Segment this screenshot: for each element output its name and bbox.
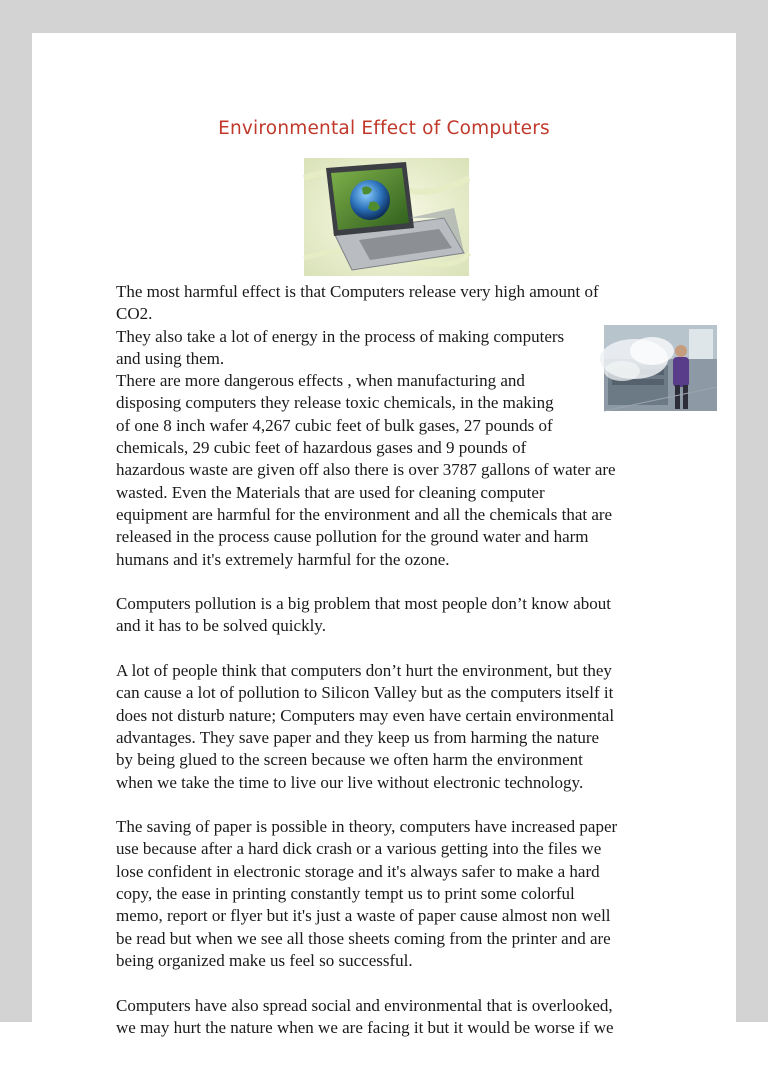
text-line: They also take a lot of energy in the process of making computers: [116, 326, 565, 346]
text-line: lose confident in electronic storage and it's always safer to make a hard: [116, 861, 600, 881]
text-line: by being glued to the screen because we often harm the environment: [116, 750, 583, 770]
text-line: being organized make us feel so successful.: [116, 950, 413, 970]
text-line: be read but when we see all those sheets coming from the printer and are: [116, 928, 611, 948]
text-line: chemicals, 29 cubic feet of hazardous gases and 9 pounds of: [116, 438, 527, 458]
text-line: CO2.: [116, 304, 153, 324]
text-line: wasted. Even the Materials that are used for cleaning computer: [116, 482, 545, 502]
text-line: can cause a lot of pollution to Silicon Valley but as the computers itself it: [116, 683, 614, 703]
text-line: Computers pollution is a big problem that most people don’t know about: [116, 594, 612, 614]
text-line: does not disturb nature; Computers may even have certain environmental: [116, 705, 615, 725]
paragraph: [116, 593, 676, 638]
text-line: and using them.: [116, 348, 225, 368]
text-line: hazardous waste are given off also there is over 3787 gallons of water are: [116, 460, 616, 480]
text-line: The most harmful effect is that Computers release very high amount of: [116, 282, 599, 301]
text-line: and it has to be solved quickly.: [116, 616, 326, 636]
paragraph: [116, 281, 676, 571]
text-line: released in the process cause pollution for the ground water and harm: [116, 527, 589, 547]
paragraph: [116, 660, 676, 794]
paragraph: [116, 995, 676, 1040]
text-line: copy, the ease in printing constantly tempt us to print some colorful: [116, 884, 575, 904]
text-line: Computers have also spread social and environmental that is overlooked,: [116, 995, 613, 1015]
text-line: of one 8 inch wafer 4,267 cubic feet of bulk gases, 27 pounds of: [116, 415, 553, 435]
text-line: The saving of paper is possible in theory, computers have increased paper: [116, 817, 618, 837]
text-line: when we take the time to live our live without electronic technology.: [116, 772, 584, 792]
text-line: There are more dangerous effects , when manufacturing and: [116, 371, 525, 391]
document-page: [32, 33, 736, 1037]
paragraph: [116, 816, 676, 972]
text-line: humans and it's extremely harmful for the ozone.: [116, 549, 450, 569]
laptop-globe-image: [304, 158, 469, 276]
text-line: we may hurt the nature when we are facing it but it would be worse if we: [116, 1017, 614, 1037]
body-text: [116, 281, 676, 1061]
document-title: Environmental Effect of Computers: [218, 118, 550, 139]
text-line: memo, report or flyer but it's just a waste of paper cause almost non well: [116, 906, 611, 926]
text-line: advantages. They save paper and they keep us from harming the nature: [116, 727, 600, 747]
text-line: disposing computers they release toxic chemicals, in the making: [116, 393, 554, 413]
text-line: A lot of people think that computers don’t hurt the environment, but they: [116, 661, 612, 681]
text-line: equipment are harmful for the environment and all the chemicals that are: [116, 504, 613, 524]
text-line: use because after a hard dick crash or a various getting into the files we: [116, 839, 602, 859]
